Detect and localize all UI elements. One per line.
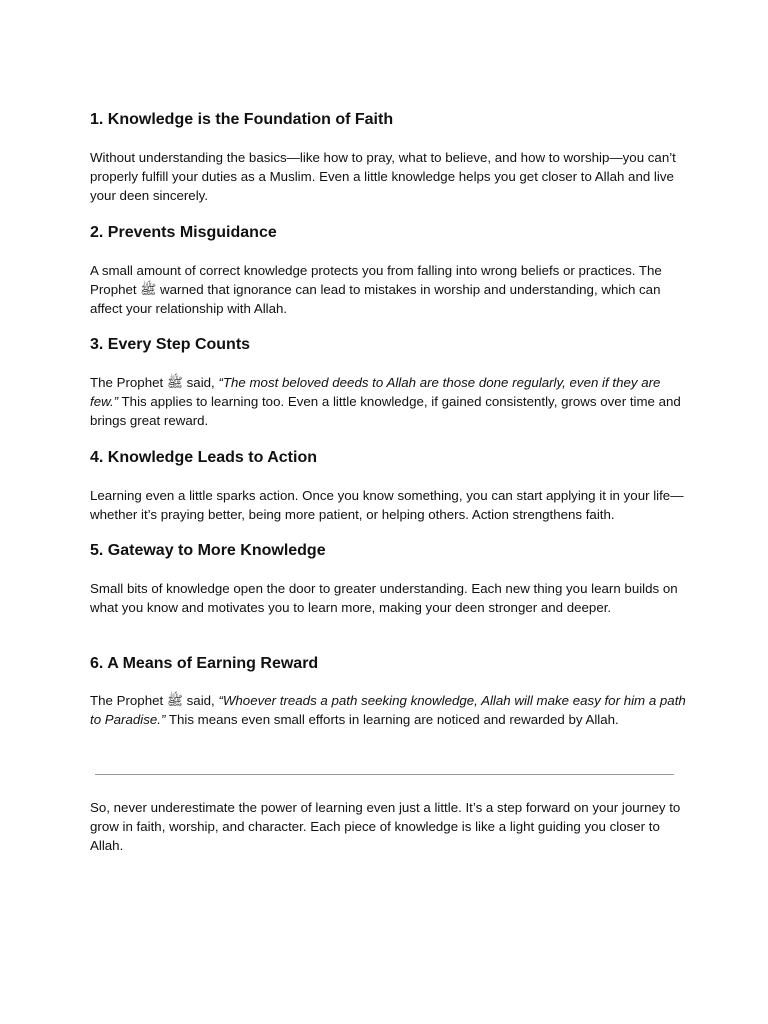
conclusion-paragraph: So, never underestimate the power of learning even just a little. It’s a step forward on your journey to grow in faith, worship, and character. Each piece of knowledge is like a light guiding you closer to Allah. <box>90 800 681 853</box>
section-6-hadith-quote: “Whoever treads a path seeking knowledge, Allah will make easy for him a path to Paradise.” <box>90 693 686 727</box>
section-5-heading: 5. Gateway to More Knowledge <box>90 542 326 559</box>
section-3-body <box>90 373 686 430</box>
section-6-heading: 6. A Means of Earning Reward <box>90 655 319 672</box>
section-1-body: Without understanding the basics—like how to pray, what to believe, and how to worship—you can’t properly fulfill your duties as a Muslim. Even a little knowledge helps you get closer to Allah and live your deen sincerely. <box>90 150 676 203</box>
section-3-body-rest: This applies to learning too. Even a little knowledge, if gained consistently, grows over time and brings great reward. <box>90 394 681 428</box>
horizontal-rule <box>95 774 674 775</box>
section-6-body <box>90 691 686 729</box>
section-3-body-intro: The Prophet ﷺ said, <box>90 375 219 390</box>
section-4-body: Learning even a little sparks action. Once you know something, you can start applying it in your life—whether it’s praying better, being more patient, or helping others. Action strengthens faith. <box>90 488 684 522</box>
section-2-body: A small amount of correct knowledge protects you from falling into wrong beliefs or practices. The Prophet ﷺ warned that ignorance can lead to mistakes in worship and understanding, which can affect your relationship with Allah. <box>90 263 662 316</box>
section-5-body: Small bits of knowledge open the door to greater understanding. Each new thing you learn builds on what you know and motivates you to learn more, making your deen stronger and deeper. <box>90 581 678 615</box>
section-2-heading: 2. Prevents Misguidance <box>90 224 277 241</box>
section-1-heading: 1. Knowledge is the Foundation of Faith <box>90 111 394 128</box>
section-4-heading: 4. Knowledge Leads to Action <box>90 449 317 466</box>
section-6-body-intro: The Prophet ﷺ said, <box>90 693 219 708</box>
section-3-hadith-quote: “The most beloved deeds to Allah are those done regularly, even if they are few.” <box>90 375 661 409</box>
section-3-heading: 3. Every Step Counts <box>90 336 251 353</box>
section-6-body-rest: This means even small efforts in learning are noticed and rewarded by Allah. <box>165 712 619 727</box>
